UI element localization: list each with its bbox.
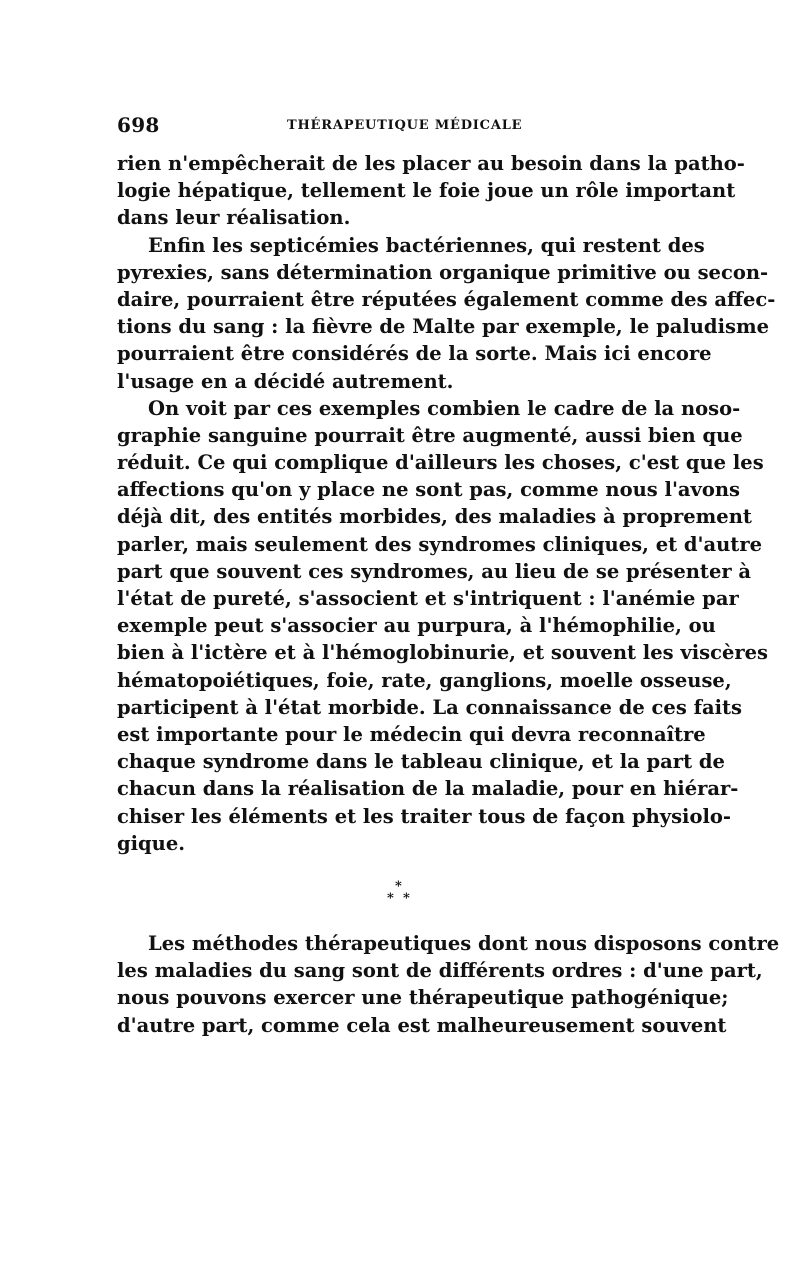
page-number: 698 [117,113,160,137]
text-line: Les méthodes thérapeutiques dont nous disposons contre [148,932,780,955]
text-line: hématopoiétiques, foie, rate, ganglions, moelle osseuse, [117,668,732,692]
text-line: l'état de pureté, s'associent et s'intriquent : l'anémie par [117,587,739,610]
text-line: rien n'empêcherait de les placer au besoin dans la patho- [117,152,745,175]
text-line: chiser les éléments et les traiter tous de façon physiolo- [117,804,731,828]
text-line: daire, pourraient être réputées également comme des affec- [117,287,776,311]
text-line: les maladies du sang sont de différents ordres : d'une part, [117,959,763,983]
text-line: pyrexies, sans détermination organique primitive ou secon- [117,260,769,284]
asterism-star-right: * [403,891,410,906]
text-line: déjà dit, des entités morbides, des maladies à proprement [117,505,752,529]
text-line: On voit par ces exemples combien le cadre de la noso- [148,396,741,420]
asterism-star-top: * [395,879,402,894]
text-line: pourraient être considérés de la sorte. Mais ici encore [117,342,712,366]
text-line: logie hépatique, tellement le foie joue un rôle important [117,179,736,203]
body-text [117,150,776,857]
text-line: réduit. Ce qui complique d'ailleurs les choses, c'est que les [117,451,764,475]
asterism-separator [385,880,415,910]
text-line: Enfin les septicémies bactériennes, qui restent des [148,233,705,257]
text-line: d'autre part, comme cela est malheureusement souvent [117,1013,727,1037]
closing-section [117,930,780,1039]
text-line: graphie sanguine pourrait être augmenté, aussi bien que [117,423,743,447]
text-line: nous pouvons exercer une thérapeutique pathogénique; [117,986,729,1010]
text-line: parler, mais seulement des syndromes cliniques, et d'autre [117,532,762,556]
running-title: THÉRAPEUTIQUE MÉDICALE [287,118,523,133]
text-line: part que souvent ces syndromes, au lieu de se présenter à [117,559,752,583]
text-line: participent à l'état morbide. La connaissance de ces faits [117,695,743,719]
text-line: tions du sang : la fièvre de Malte par exemple, le paludisme [117,315,769,339]
text-line: gique. [117,831,186,855]
text-line: chacun dans la réalisation de la maladie, pour en hiérar- [117,777,739,801]
running-head [117,113,674,139]
text-line: chaque syndrome dans le tableau clinique, et la part de [117,750,725,774]
text-line: affections qu'on y place ne sont pas, comme nous l'avons [117,478,741,502]
text-line: exemple peut s'associer au purpura, à l'hémophilie, ou [117,614,716,638]
text-line: est importante pour le médecin qui devra reconnaître [117,722,706,746]
asterism-star-left: * [387,891,394,906]
text-line: l'usage en a décidé autrement. [117,369,454,393]
text-line: dans leur réalisation. [117,206,351,230]
text-line: bien à l'ictère et à l'hémoglobinurie, et souvent les viscères [117,641,769,665]
